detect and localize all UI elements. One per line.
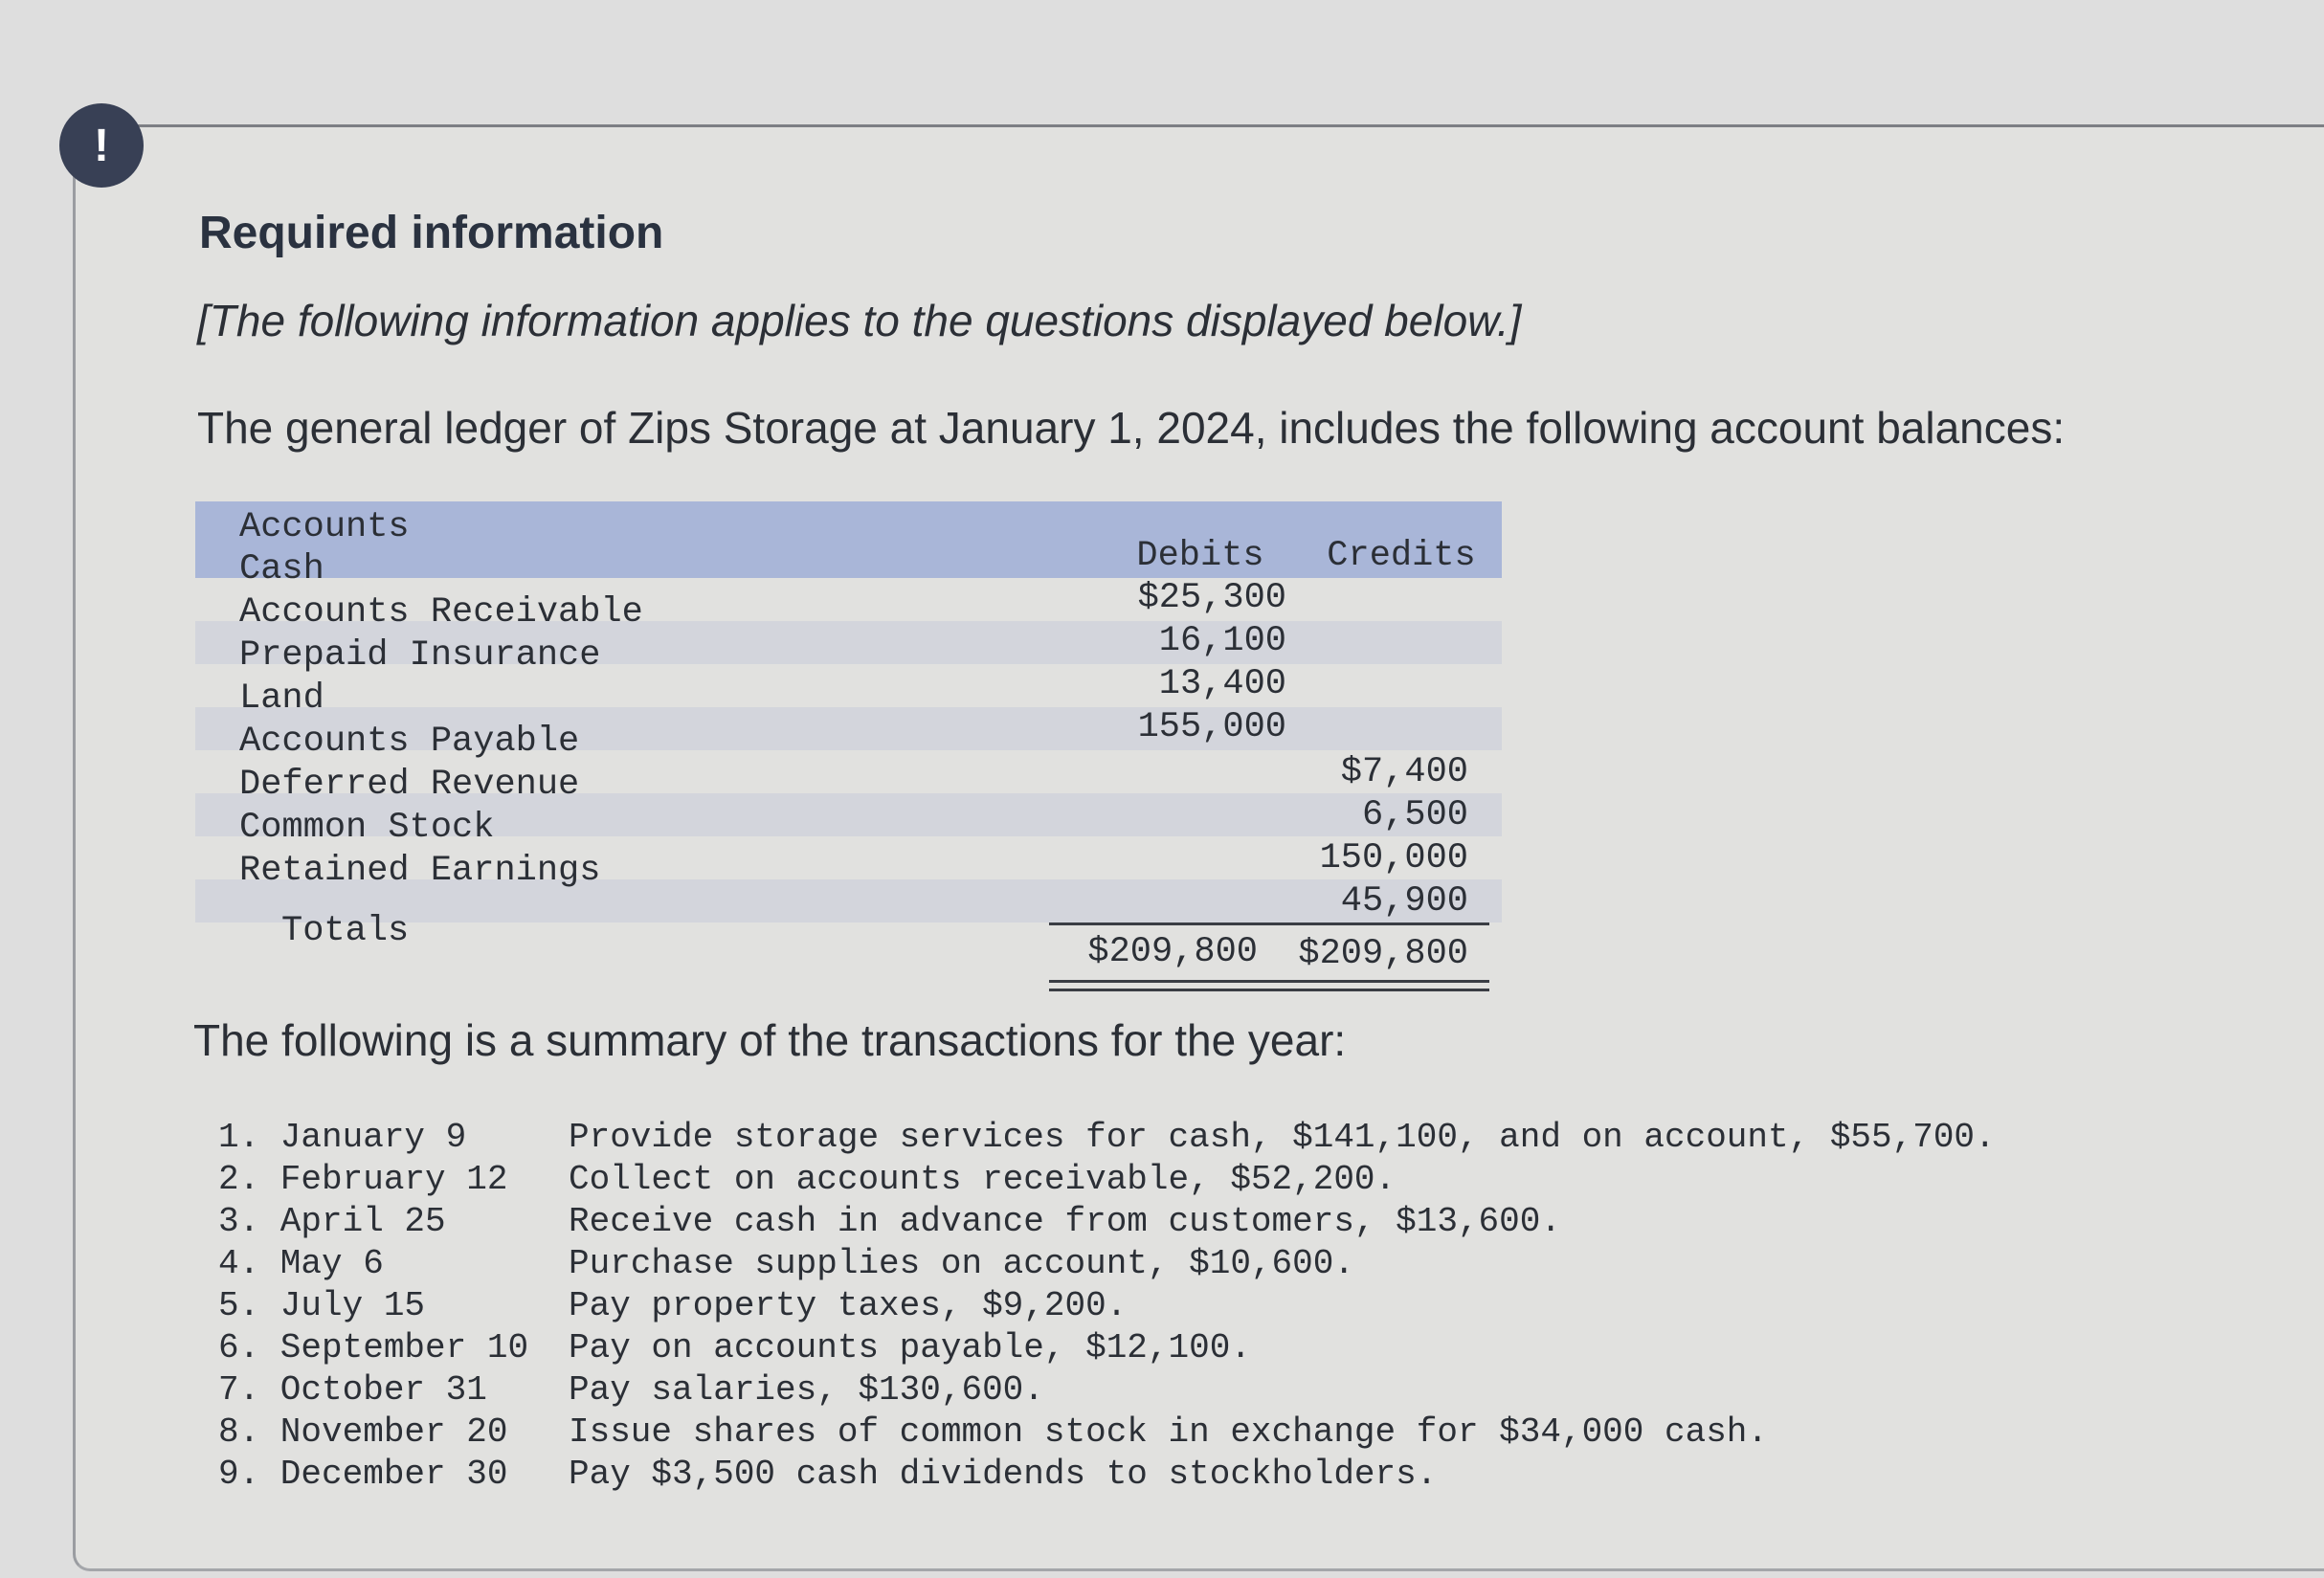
transaction-description: Provide storage services for cash, $141,100, and on account, $55,700. <box>569 1118 1996 1157</box>
transaction-description: Pay on accounts payable, $12,100. <box>569 1328 1251 1367</box>
account-name: Prepaid Insurance <box>239 635 601 676</box>
transaction-date: 4. May 6 <box>218 1244 384 1283</box>
total-debits: $209,800 <box>1087 932 1258 972</box>
list-item <box>218 1244 2133 1286</box>
list-item <box>218 1370 2133 1412</box>
credit-amount: 45,900 <box>1340 881 1468 922</box>
account-name: Deferred Revenue <box>239 765 580 805</box>
list-item <box>218 1455 2133 1497</box>
col-header-debits: Debits <box>1136 536 1264 576</box>
debit-amount: $25,300 <box>1137 578 1286 618</box>
list-item <box>218 1202 2133 1244</box>
list-item <box>218 1286 2133 1328</box>
list-item <box>218 1118 2133 1160</box>
credit-amount: 150,000 <box>1319 838 1468 878</box>
applies-note: [The following information applies to the questions displayed below.] <box>197 296 1522 345</box>
transaction-date: 2. February 12 <box>218 1160 508 1199</box>
debit-amount: 13,400 <box>1158 664 1286 704</box>
section-heading: Required information <box>199 208 664 258</box>
col-header-accounts: Accounts <box>239 507 410 547</box>
account-name: Land <box>239 678 324 719</box>
transaction-description: Pay $3,500 cash dividends to stockholders. <box>569 1455 1438 1494</box>
transactions-intro: The following is a summary of the transactions for the year: <box>193 1015 1347 1065</box>
ledger-intro: The general ledger of Zips Storage at January 1, 2024, includes the following account balances: <box>197 403 2066 453</box>
transaction-date: 3. April 25 <box>218 1202 446 1241</box>
total-rule <box>1049 922 1489 925</box>
list-item <box>218 1160 2133 1202</box>
account-name: Common Stock <box>239 808 495 848</box>
credit-amount: $7,400 <box>1340 752 1468 792</box>
transaction-date: 8. November 20 <box>218 1412 508 1452</box>
total-credits: $209,800 <box>1298 934 1468 974</box>
transaction-description: Pay salaries, $130,600. <box>569 1370 1044 1410</box>
alert-icon <box>59 103 144 188</box>
debit-amount: 155,000 <box>1137 707 1286 747</box>
transaction-description: Receive cash in advance from customers, $13,600. <box>569 1202 1561 1241</box>
credit-amount: 6,500 <box>1361 795 1468 835</box>
transaction-description: Issue shares of common stock in exchange for $34,000 cash. <box>569 1412 1769 1452</box>
account-name: Cash <box>239 549 324 589</box>
list-item <box>218 1328 2133 1370</box>
col-header-credits: Credits <box>1327 536 1476 576</box>
debit-amount: 16,100 <box>1158 621 1286 661</box>
transaction-description: Pay property taxes, $9,200. <box>569 1286 1128 1325</box>
account-name: Accounts Receivable <box>239 592 643 633</box>
transaction-description: Purchase supplies on account, $10,600. <box>569 1244 1354 1283</box>
transaction-date: 6. September 10 <box>218 1328 529 1367</box>
alert-symbol: ! <box>94 120 109 171</box>
transaction-date: 5. July 15 <box>218 1286 426 1325</box>
double-rule <box>1049 980 1489 991</box>
account-name: Retained Earnings <box>239 851 601 891</box>
transaction-date: 9. December 30 <box>218 1455 508 1494</box>
transaction-date: 7. October 31 <box>218 1370 487 1410</box>
totals-label: Totals <box>281 911 410 951</box>
list-item <box>218 1412 2133 1455</box>
transaction-date: 1. January 9 <box>218 1118 467 1157</box>
account-name: Accounts Payable <box>239 722 580 762</box>
transaction-description: Collect on accounts receivable, $52,200. <box>569 1160 1397 1199</box>
ledger-table <box>195 501 1502 999</box>
